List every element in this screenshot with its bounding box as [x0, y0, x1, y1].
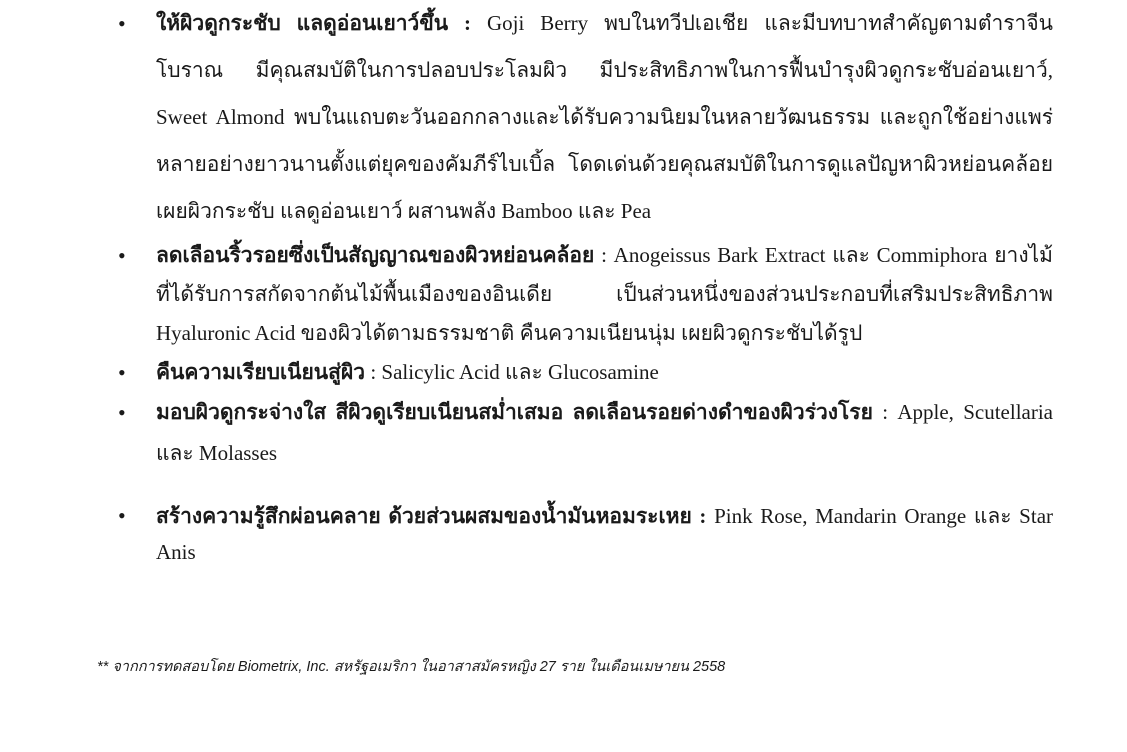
- ingredient-benefits-list: [118, 0, 1053, 570]
- bullet-icon: •: [118, 503, 126, 528]
- bullet-icon: •: [118, 360, 126, 385]
- bullet-icon: •: [118, 400, 126, 425]
- benefit-heading: ให้ผิวดูกระชับ แลดูอ่อนเยาว์ขึ้น :: [156, 11, 472, 35]
- benefit-description: : Apple, Scutellaria และ Molasses: [156, 400, 1054, 465]
- list-item: [118, 0, 1053, 235]
- list-item: [118, 353, 1053, 392]
- benefit-description: : Salicylic Acid และ Glucosamine: [365, 360, 659, 384]
- benefit-description: Goji Berry พบในทวีปเอเชีย และมีบทบาทสำคัญตามตำราจีนโบราณ มีคุณสมบัติในการปลอบประโลมผิว มีประสิทธิภาพในการฟื้นบำรุงผิวดูกระชับอ่อนเยาว์, Sweet Almond พบในแถบตะวันออกกลางและได้รับความนิยมในหลายวัฒนธรรม และถูกใช้อย่างแพร่หลายอย่างยาวนานตั้งแต่ยุคของคัมภีร์ไบเบิ้ล โดดเด่นด้วยคุณสมบัติในการดูแลปัญหาผิวหย่อนคล้อย เผยผิวกระชับ แลดูอ่อนเยาว์ ผสานพลัง Bamboo และ Pea: [156, 11, 1053, 223]
- list-item: [118, 236, 1053, 353]
- benefit-heading: คืนความเรียบเนียนสู่ผิว: [156, 360, 366, 384]
- list-item: [118, 498, 1053, 570]
- benefit-heading: สร้างความรู้สึกผ่อนคลาย ด้วยส่วนผสมของน้ำมันหอมระเหย :: [156, 504, 707, 528]
- benefit-heading: ลดเลือนริ้วรอยซึ่งเป็นสัญญาณของผิวหย่อนคล้อย: [156, 243, 595, 267]
- benefit-description: Pink Rose, Mandarin Orange และ Star Anis: [156, 504, 1054, 564]
- footnote: ** จากการทดสอบโดย Biometrix, Inc. สหรัฐอเมริกา ในอาสาสมัครหญิง 27 ราย ในเดือนเมษายน 2558: [97, 659, 726, 675]
- bullet-icon: •: [118, 243, 126, 268]
- bullet-icon: •: [118, 11, 126, 36]
- benefit-description: : Anogeissus Bark Extract และ Commiphora ยางไม้ที่ได้รับการสกัดจากต้นไม้พื้นเมืองของอินเดีย เป็นส่วนหนึ่งของส่วนประกอบที่เสริมประสิทธิภาพ Hyaluronic Acid ของผิวได้ตามธรรมชาติ คืนความเนียนนุ่ม เผยผิวดูกระชับได้รูป: [156, 243, 1053, 345]
- list-item: [118, 392, 1053, 474]
- benefit-heading: มอบผิวดูกระจ่างใส สีผิวดูเรียบเนียนสม่ำเสมอ ลดเลือนรอยด่างดำของผิวร่วงโรย: [156, 400, 873, 424]
